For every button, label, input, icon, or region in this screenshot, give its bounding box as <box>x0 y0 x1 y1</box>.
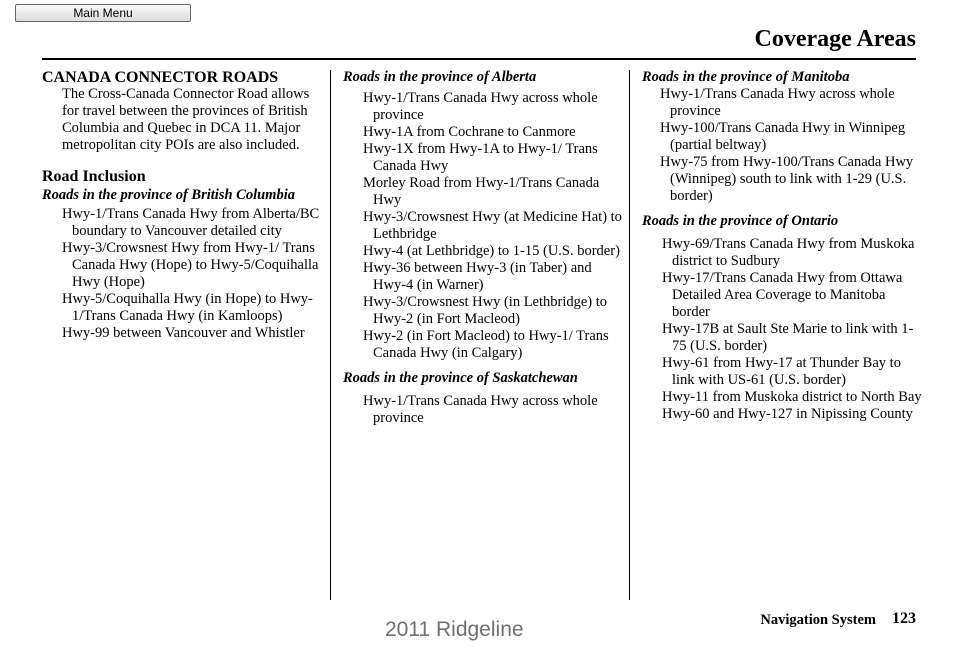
road-item: Hwy-11 from Muskoka district to North Bay <box>662 389 922 405</box>
road-item: Hwy-1/Trans Canada Hwy across whole province <box>363 393 598 426</box>
road-item: Hwy-75 from Hwy-100/Trans Canada Hwy (Winnipeg) south to link with 1-29 (U.S. border) <box>660 154 914 204</box>
column-divider <box>629 70 630 600</box>
subsection-title: Road Inclusion <box>42 168 146 185</box>
road-item: Hwy-36 between Hwy-3 (in Taber) and Hwy-4 (in Warner) <box>363 260 592 293</box>
road-list-british-columbia <box>42 206 322 342</box>
road-item: Hwy-5/Coquihalla Hwy (in Hope) to Hwy-1/Trans Canada Hwy (in Kamloops) <box>62 291 313 324</box>
road-item: Hwy-17/Trans Canada Hwy from Ottawa Detailed Area Coverage to Manitoba border <box>662 270 903 320</box>
footer-label: Navigation System <box>760 612 876 628</box>
province-heading-saskatchewan: Roads in the province of Saskatchewan <box>343 370 578 386</box>
road-item: Hwy-69/Trans Canada Hwy from Muskoka district to Sudbury <box>662 236 915 269</box>
road-item: Hwy-3/Crowsnest Hwy (in Lethbridge) to Hwy-2 (in Fort Macleod) <box>363 294 608 327</box>
road-item: Hwy-60 and Hwy-127 in Nipissing County <box>662 406 913 422</box>
column-1 <box>42 69 322 350</box>
road-item: Hwy-99 between Vancouver and Whistler <box>62 325 305 341</box>
road-list-alberta <box>343 90 623 362</box>
road-item: Hwy-3/Crowsnest Hwy from Hwy-1/ Trans Canada Hwy (Hope) to Hwy-5/Coquihalla Hwy (Hope) <box>62 240 319 290</box>
province-heading-ontario: Roads in the province of Ontario <box>642 213 839 229</box>
road-item: Hwy-61 from Hwy-17 at Thunder Bay to link with US-61 (U.S. border) <box>662 355 901 388</box>
column-divider <box>330 70 331 600</box>
province-heading-manitoba: Roads in the province of Manitoba <box>642 69 850 85</box>
road-item: Hwy-1/Trans Canada Hwy across whole province <box>660 86 895 119</box>
watermark: 2011 Ridgeline <box>385 618 524 641</box>
road-list-saskatchewan <box>343 393 623 427</box>
road-item: Hwy-1/Trans Canada Hwy across whole province <box>363 90 598 123</box>
road-item: Hwy-2 (in Fort Macleod) to Hwy-1/ Trans Canada Hwy (in Calgary) <box>363 328 609 361</box>
road-item: Hwy-17B at Sault Ste Marie to link with 1-75 (U.S. border) <box>662 321 914 354</box>
road-item: Hwy-1A from Cochrane to Canmore <box>363 124 576 140</box>
road-item: Hwy-1/Trans Canada Hwy from Alberta/BC boundary to Vancouver detailed city <box>62 206 320 239</box>
main-menu-button[interactable]: Main Menu <box>15 4 191 22</box>
road-item: Hwy-1X from Hwy-1A to Hwy-1/ Trans Canada Hwy <box>363 141 598 174</box>
road-item: Hwy-3/Crowsnest Hwy (at Medicine Hat) to Lethbridge <box>363 209 622 242</box>
province-heading-alberta: Roads in the province of Alberta <box>343 69 537 85</box>
road-item: Morley Road from Hwy-1/Trans Canada Hwy <box>363 175 600 208</box>
road-item: Hwy-4 (at Lethbridge) to 1-15 (U.S. border) <box>363 243 620 259</box>
section-title: CANADA CONNECTOR ROADS <box>42 69 279 86</box>
page-title: Coverage Areas <box>754 26 916 52</box>
road-item: Hwy-100/Trans Canada Hwy in Winnipeg (partial beltway) <box>660 120 906 153</box>
column-2 <box>343 69 623 435</box>
page-number: 123 <box>892 610 916 627</box>
road-list-ontario <box>642 236 922 423</box>
intro-paragraph: The Cross-Canada Connector Road allows for travel between the provinces of British Columbia and Quebec in DCA 11. Major metropolitan city POIs are also included. <box>62 86 310 153</box>
column-3 <box>642 69 922 431</box>
road-list-manitoba <box>642 86 922 205</box>
header-rule <box>42 58 916 60</box>
province-heading-british-columbia: Roads in the province of British Columbia <box>42 187 295 203</box>
